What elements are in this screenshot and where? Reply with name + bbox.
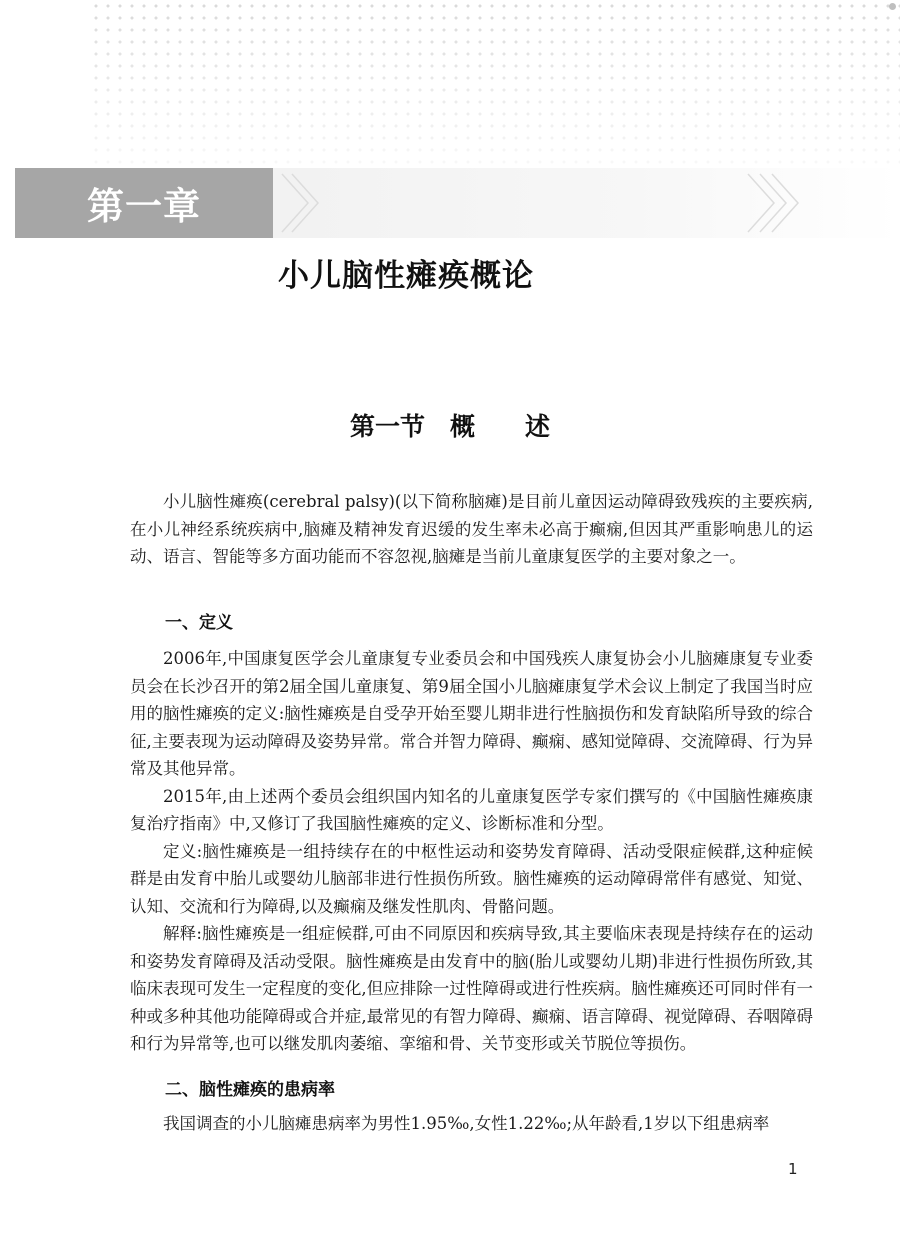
definition-block xyxy=(130,645,813,1058)
section-title xyxy=(0,407,900,443)
intro-block xyxy=(130,488,813,571)
corner-mark xyxy=(889,3,896,10)
definition-paragraph: 定义:脑性瘫痪是一组持续存在的中枢性运动和姿势发育障碍、活动受限症候群,这种症候群是由发育中胎儿或婴幼儿脑部非进行性损伤所致。脑性瘫痪的运动障碍常伴有感觉、知觉、认知、交流和行为障碍,以及癫痫及继发性肌肉、骨骼问题。 xyxy=(130,841,813,916)
subsection-heading-definition: 一、定义 xyxy=(165,613,233,633)
chapter-title: 小儿脑性瘫痪概论 xyxy=(278,258,534,294)
prevalence-paragraph: 我国调查的小儿脑瘫患病率为男性1.95‰,女性1.22‰;从年龄看,1岁以下组患病率 xyxy=(163,1114,770,1133)
page-number: 1 xyxy=(788,1160,798,1178)
header-dot-pattern xyxy=(90,0,900,165)
section-number: 第一节 xyxy=(349,412,425,441)
intro-paragraph: 小儿脑性瘫痪(cerebral palsy)(以下简称脑瘫)是目前儿童因运动障碍致残疾的主要疾病,在小儿神经系统疾病中,脑瘫及精神发育迟缓的发生率未必高于癫痫,但因其严重影响患儿的运动、语言、智能等多方面功能而不容忽视,脑瘫是当前儿童康复医学的主要对象之一。 xyxy=(130,492,813,566)
definition-paragraph: 2015年,由上述两个委员会组织国内知名的儿童康复医学专家们撰写的《中国脑性瘫痪康复治疗指南》中,又修订了我国脑性瘫痪的定义、诊断标准和分型。 xyxy=(130,786,813,833)
chevron-decoration-icon xyxy=(278,168,900,238)
section-name: 概 述 xyxy=(450,412,551,441)
prevalence-block xyxy=(130,1110,813,1138)
definition-paragraph: 2006年,中国康复医学会儿童康复专业委员会和中国残疾人康复协会小儿脑瘫康复专业委员会在长沙召开的第2届全国儿童康复、第9届全国小儿脑瘫康复学术会议上制定了我国当时应用的脑性瘫痪的定义:脑性瘫痪是自受孕开始至婴儿期非进行性脑损伤和发育缺陷所导致的综合征,主要表现为运动障碍及姿势异常。常合并智力障碍、癫痫、感知觉障碍、交流障碍、行为异常及其他异常。 xyxy=(130,649,813,778)
definition-paragraph: 解释:脑性瘫痪是一组症候群,可由不同原因和疾病导致,其主要临床表现是持续存在的运动和姿势发育障碍及活动受限。脑性瘫痪是由发育中的脑(胎儿或婴幼儿期)非进行性损伤所致,其临床表现可发生一定程度的变化,但应排除一过性障碍或进行性疾病。脑性瘫痪还可同时伴有一种或多种其他功能障碍或合并症,最常见的有智力障碍、癫痫、语言障碍、视觉障碍、吞咽障碍和行为异常等,也可以继发肌肉萎缩、挛缩和骨、关节变形或关节脱位等损伤。 xyxy=(130,924,813,1053)
subsection-heading-prevalence: 二、脑性瘫痪的患病率 xyxy=(165,1080,335,1100)
chapter-label: 第一章 xyxy=(87,185,201,228)
chapter-label-block xyxy=(15,168,273,238)
